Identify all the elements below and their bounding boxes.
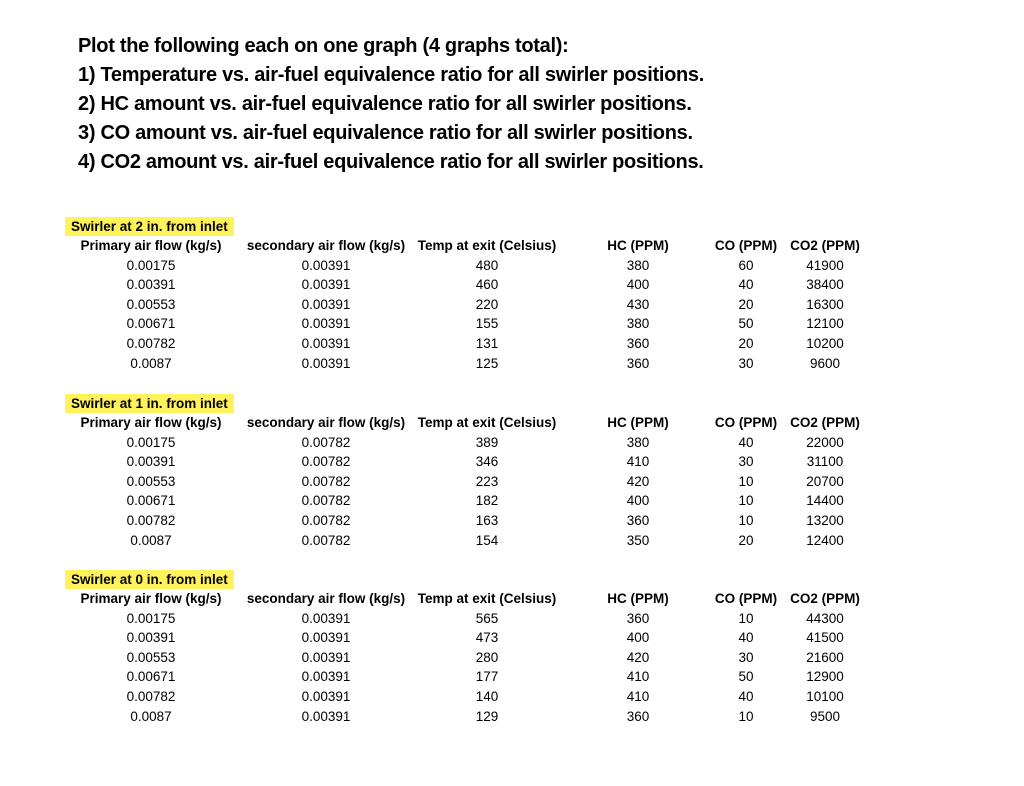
table-cell: 10 bbox=[738, 513, 754, 528]
table-cell: 9500 bbox=[809, 708, 841, 724]
column-header: Primary air flow (kg/s) bbox=[80, 415, 222, 430]
table-cell: 0.00391 bbox=[301, 316, 351, 332]
table-cell: 44300 bbox=[806, 610, 844, 626]
table-cell: 346 bbox=[475, 454, 499, 470]
table-row bbox=[0, 628, 1024, 648]
table-cell: 0.00391 bbox=[301, 610, 351, 626]
table-cell: 50 bbox=[738, 669, 754, 685]
column-header: CO (PPM) bbox=[714, 238, 778, 253]
table-cell: 0.00671 bbox=[126, 669, 176, 685]
table-cell: 12900 bbox=[806, 669, 844, 685]
table-cell: 430 bbox=[626, 296, 650, 312]
table-cell: 60 bbox=[738, 257, 754, 273]
table-cell: 473 bbox=[475, 630, 499, 646]
table-row bbox=[0, 687, 1024, 707]
column-header: Primary air flow (kg/s) bbox=[80, 238, 222, 253]
table-cell: 163 bbox=[475, 513, 499, 528]
table-row bbox=[0, 433, 1024, 453]
table-cell: 20 bbox=[738, 532, 754, 548]
table-cell: 0.00391 bbox=[301, 708, 351, 724]
table-cell: 40 bbox=[738, 630, 754, 646]
column-header: Primary air flow (kg/s) bbox=[80, 591, 222, 606]
table-cell: 30 bbox=[738, 649, 754, 665]
table-row bbox=[0, 314, 1024, 334]
table-cell: 400 bbox=[626, 277, 650, 293]
table-cell: 280 bbox=[475, 649, 499, 665]
table-cell: 16300 bbox=[806, 296, 844, 312]
table-row bbox=[0, 667, 1024, 687]
table-cell: 0.00175 bbox=[126, 610, 176, 626]
table-cell: 220 bbox=[475, 296, 499, 312]
table-row bbox=[0, 491, 1024, 511]
table-cell: 0.00553 bbox=[126, 649, 176, 665]
table-cell: 0.00391 bbox=[126, 454, 176, 470]
instructions-heading: Plot the following each on one graph (4 graphs total): bbox=[78, 35, 569, 57]
table-cell: 565 bbox=[475, 610, 499, 626]
table-cell: 0.0087 bbox=[130, 708, 172, 724]
table-cell: 0.00391 bbox=[301, 257, 351, 273]
table-cell: 10 bbox=[738, 493, 754, 509]
table-cell: 360 bbox=[626, 708, 650, 724]
table-row bbox=[0, 275, 1024, 295]
table-cell: 400 bbox=[626, 493, 650, 509]
table-cell: 410 bbox=[626, 454, 650, 470]
table-row bbox=[0, 609, 1024, 629]
table-row bbox=[0, 295, 1024, 315]
table-cell: 10 bbox=[738, 708, 754, 724]
instruction-item-2: 2) HC amount vs. air-fuel equivalence ratio for all swirler positions. bbox=[78, 93, 692, 115]
table-cell: 0.0087 bbox=[130, 355, 172, 371]
table-cell: 420 bbox=[626, 649, 650, 665]
table-cell: 20 bbox=[738, 296, 754, 312]
table-cell: 360 bbox=[626, 355, 650, 371]
table-cell: 0.0087 bbox=[130, 532, 172, 548]
table-cell: 480 bbox=[475, 257, 499, 273]
column-header: Temp at exit (Celsius) bbox=[417, 591, 557, 606]
table-cell: 177 bbox=[475, 669, 499, 685]
column-header: Temp at exit (Celsius) bbox=[417, 415, 557, 430]
column-header: HC (PPM) bbox=[607, 591, 669, 606]
table-cell: 30 bbox=[738, 355, 754, 371]
table-cell: 155 bbox=[475, 316, 499, 332]
column-header: CO (PPM) bbox=[714, 591, 778, 606]
table-cell: 10100 bbox=[806, 689, 844, 704]
column-header: Temp at exit (Celsius) bbox=[417, 238, 557, 253]
table-cell: 389 bbox=[475, 434, 499, 450]
table-cell: 40 bbox=[738, 277, 754, 293]
instructions bbox=[78, 32, 978, 177]
instruction-item-3: 3) CO amount vs. air-fuel equivalence ratio for all swirler positions. bbox=[78, 122, 693, 144]
table-cell: 0.00782 bbox=[126, 513, 176, 528]
table-cell: 0.00782 bbox=[301, 513, 351, 528]
table-cell: 182 bbox=[475, 493, 499, 509]
table-row bbox=[0, 256, 1024, 276]
table-cell: 50 bbox=[738, 316, 754, 332]
table-cell: 0.00782 bbox=[126, 336, 176, 351]
table-cell: 380 bbox=[626, 434, 650, 450]
table-cell: 38400 bbox=[806, 277, 844, 293]
table-cell: 154 bbox=[475, 532, 499, 548]
table-cell: 0.00175 bbox=[126, 257, 176, 273]
table-cell: 380 bbox=[626, 257, 650, 273]
table-cell: 0.00671 bbox=[126, 493, 176, 509]
table-cell: 360 bbox=[626, 610, 650, 626]
table-cell: 0.00391 bbox=[301, 689, 351, 704]
table-cell: 223 bbox=[475, 473, 499, 489]
table-cell: 400 bbox=[626, 630, 650, 646]
table-cell: 10200 bbox=[806, 336, 844, 351]
table-cell: 20700 bbox=[806, 473, 844, 489]
table-row bbox=[0, 452, 1024, 472]
table-cell: 125 bbox=[475, 355, 499, 371]
table-cell: 9600 bbox=[809, 355, 841, 371]
table-cell: 129 bbox=[475, 708, 499, 724]
swirler-label: Swirler at 1 in. from inlet bbox=[65, 394, 234, 413]
table-row bbox=[0, 511, 1024, 531]
column-header: CO2 (PPM) bbox=[790, 238, 860, 253]
table-header-row bbox=[0, 413, 1024, 433]
column-header: CO2 (PPM) bbox=[790, 591, 860, 606]
table-row bbox=[0, 472, 1024, 492]
table-cell: 12400 bbox=[806, 532, 844, 548]
table-cell: 41500 bbox=[806, 630, 844, 646]
table-cell: 0.00782 bbox=[301, 532, 351, 548]
table-cell: 360 bbox=[626, 336, 650, 351]
table-cell: 14400 bbox=[806, 493, 844, 509]
table-cell: 350 bbox=[626, 532, 650, 548]
table-header-row bbox=[0, 589, 1024, 609]
table-cell: 0.00391 bbox=[126, 630, 176, 646]
table-cell: 12100 bbox=[806, 316, 844, 332]
table-cell: 30 bbox=[738, 454, 754, 470]
table-cell: 0.00782 bbox=[301, 473, 351, 489]
swirler-label: Swirler at 2 in. from inlet bbox=[65, 217, 234, 236]
column-header: secondary air flow (kg/s) bbox=[246, 415, 406, 430]
table-cell: 10 bbox=[738, 610, 754, 626]
swirler-label: Swirler at 0 in. from inlet bbox=[65, 570, 234, 589]
table-cell: 0.00553 bbox=[126, 473, 176, 489]
table-cell: 22000 bbox=[806, 434, 844, 450]
table-cell: 360 bbox=[626, 513, 650, 528]
table-cell: 0.00391 bbox=[301, 277, 351, 293]
table-cell: 460 bbox=[475, 277, 499, 293]
table-cell: 410 bbox=[626, 689, 650, 704]
table-cell: 0.00391 bbox=[301, 355, 351, 371]
table-row bbox=[0, 334, 1024, 354]
table-cell: 0.00782 bbox=[126, 689, 176, 704]
table-cell: 0.00391 bbox=[301, 630, 351, 646]
table-cell: 41900 bbox=[806, 257, 844, 273]
table-row bbox=[0, 648, 1024, 668]
table-cell: 0.00391 bbox=[301, 296, 351, 312]
column-header: HC (PPM) bbox=[607, 238, 669, 253]
table-cell: 131 bbox=[475, 336, 499, 351]
table-cell: 21600 bbox=[806, 649, 844, 665]
table-cell: 420 bbox=[626, 473, 650, 489]
column-header: CO (PPM) bbox=[714, 415, 778, 430]
instruction-item-1: 1) Temperature vs. air-fuel equivalence ratio for all swirler positions. bbox=[78, 64, 705, 86]
table-cell: 140 bbox=[475, 689, 499, 704]
table-header-row bbox=[0, 236, 1024, 256]
table-row bbox=[0, 707, 1024, 727]
table-cell: 10 bbox=[738, 473, 754, 489]
table-cell: 0.00391 bbox=[301, 336, 351, 351]
instruction-item-4: 4) CO2 amount vs. air-fuel equivalence ratio for all swirler positions. bbox=[78, 151, 704, 173]
column-header: HC (PPM) bbox=[607, 415, 669, 430]
table-cell: 0.00175 bbox=[126, 434, 176, 450]
table-cell: 0.00391 bbox=[301, 669, 351, 685]
table-cell: 0.00782 bbox=[301, 434, 351, 450]
column-header: CO2 (PPM) bbox=[790, 415, 860, 430]
table-cell: 0.00782 bbox=[301, 454, 351, 470]
table-cell: 380 bbox=[626, 316, 650, 332]
table-cell: 13200 bbox=[806, 513, 844, 528]
column-header: secondary air flow (kg/s) bbox=[246, 591, 406, 606]
table-cell: 0.00391 bbox=[126, 277, 176, 293]
column-header: secondary air flow (kg/s) bbox=[246, 238, 406, 253]
table-cell: 0.00782 bbox=[301, 493, 351, 509]
table-cell: 0.00553 bbox=[126, 296, 176, 312]
table-cell: 0.00671 bbox=[126, 316, 176, 332]
table-cell: 20 bbox=[738, 336, 754, 351]
table-cell: 31100 bbox=[806, 454, 844, 470]
table-row bbox=[0, 354, 1024, 374]
table-cell: 40 bbox=[738, 434, 754, 450]
table-row bbox=[0, 531, 1024, 551]
table-cell: 0.00391 bbox=[301, 649, 351, 665]
table-cell: 410 bbox=[626, 669, 650, 685]
table-cell: 40 bbox=[738, 689, 754, 704]
